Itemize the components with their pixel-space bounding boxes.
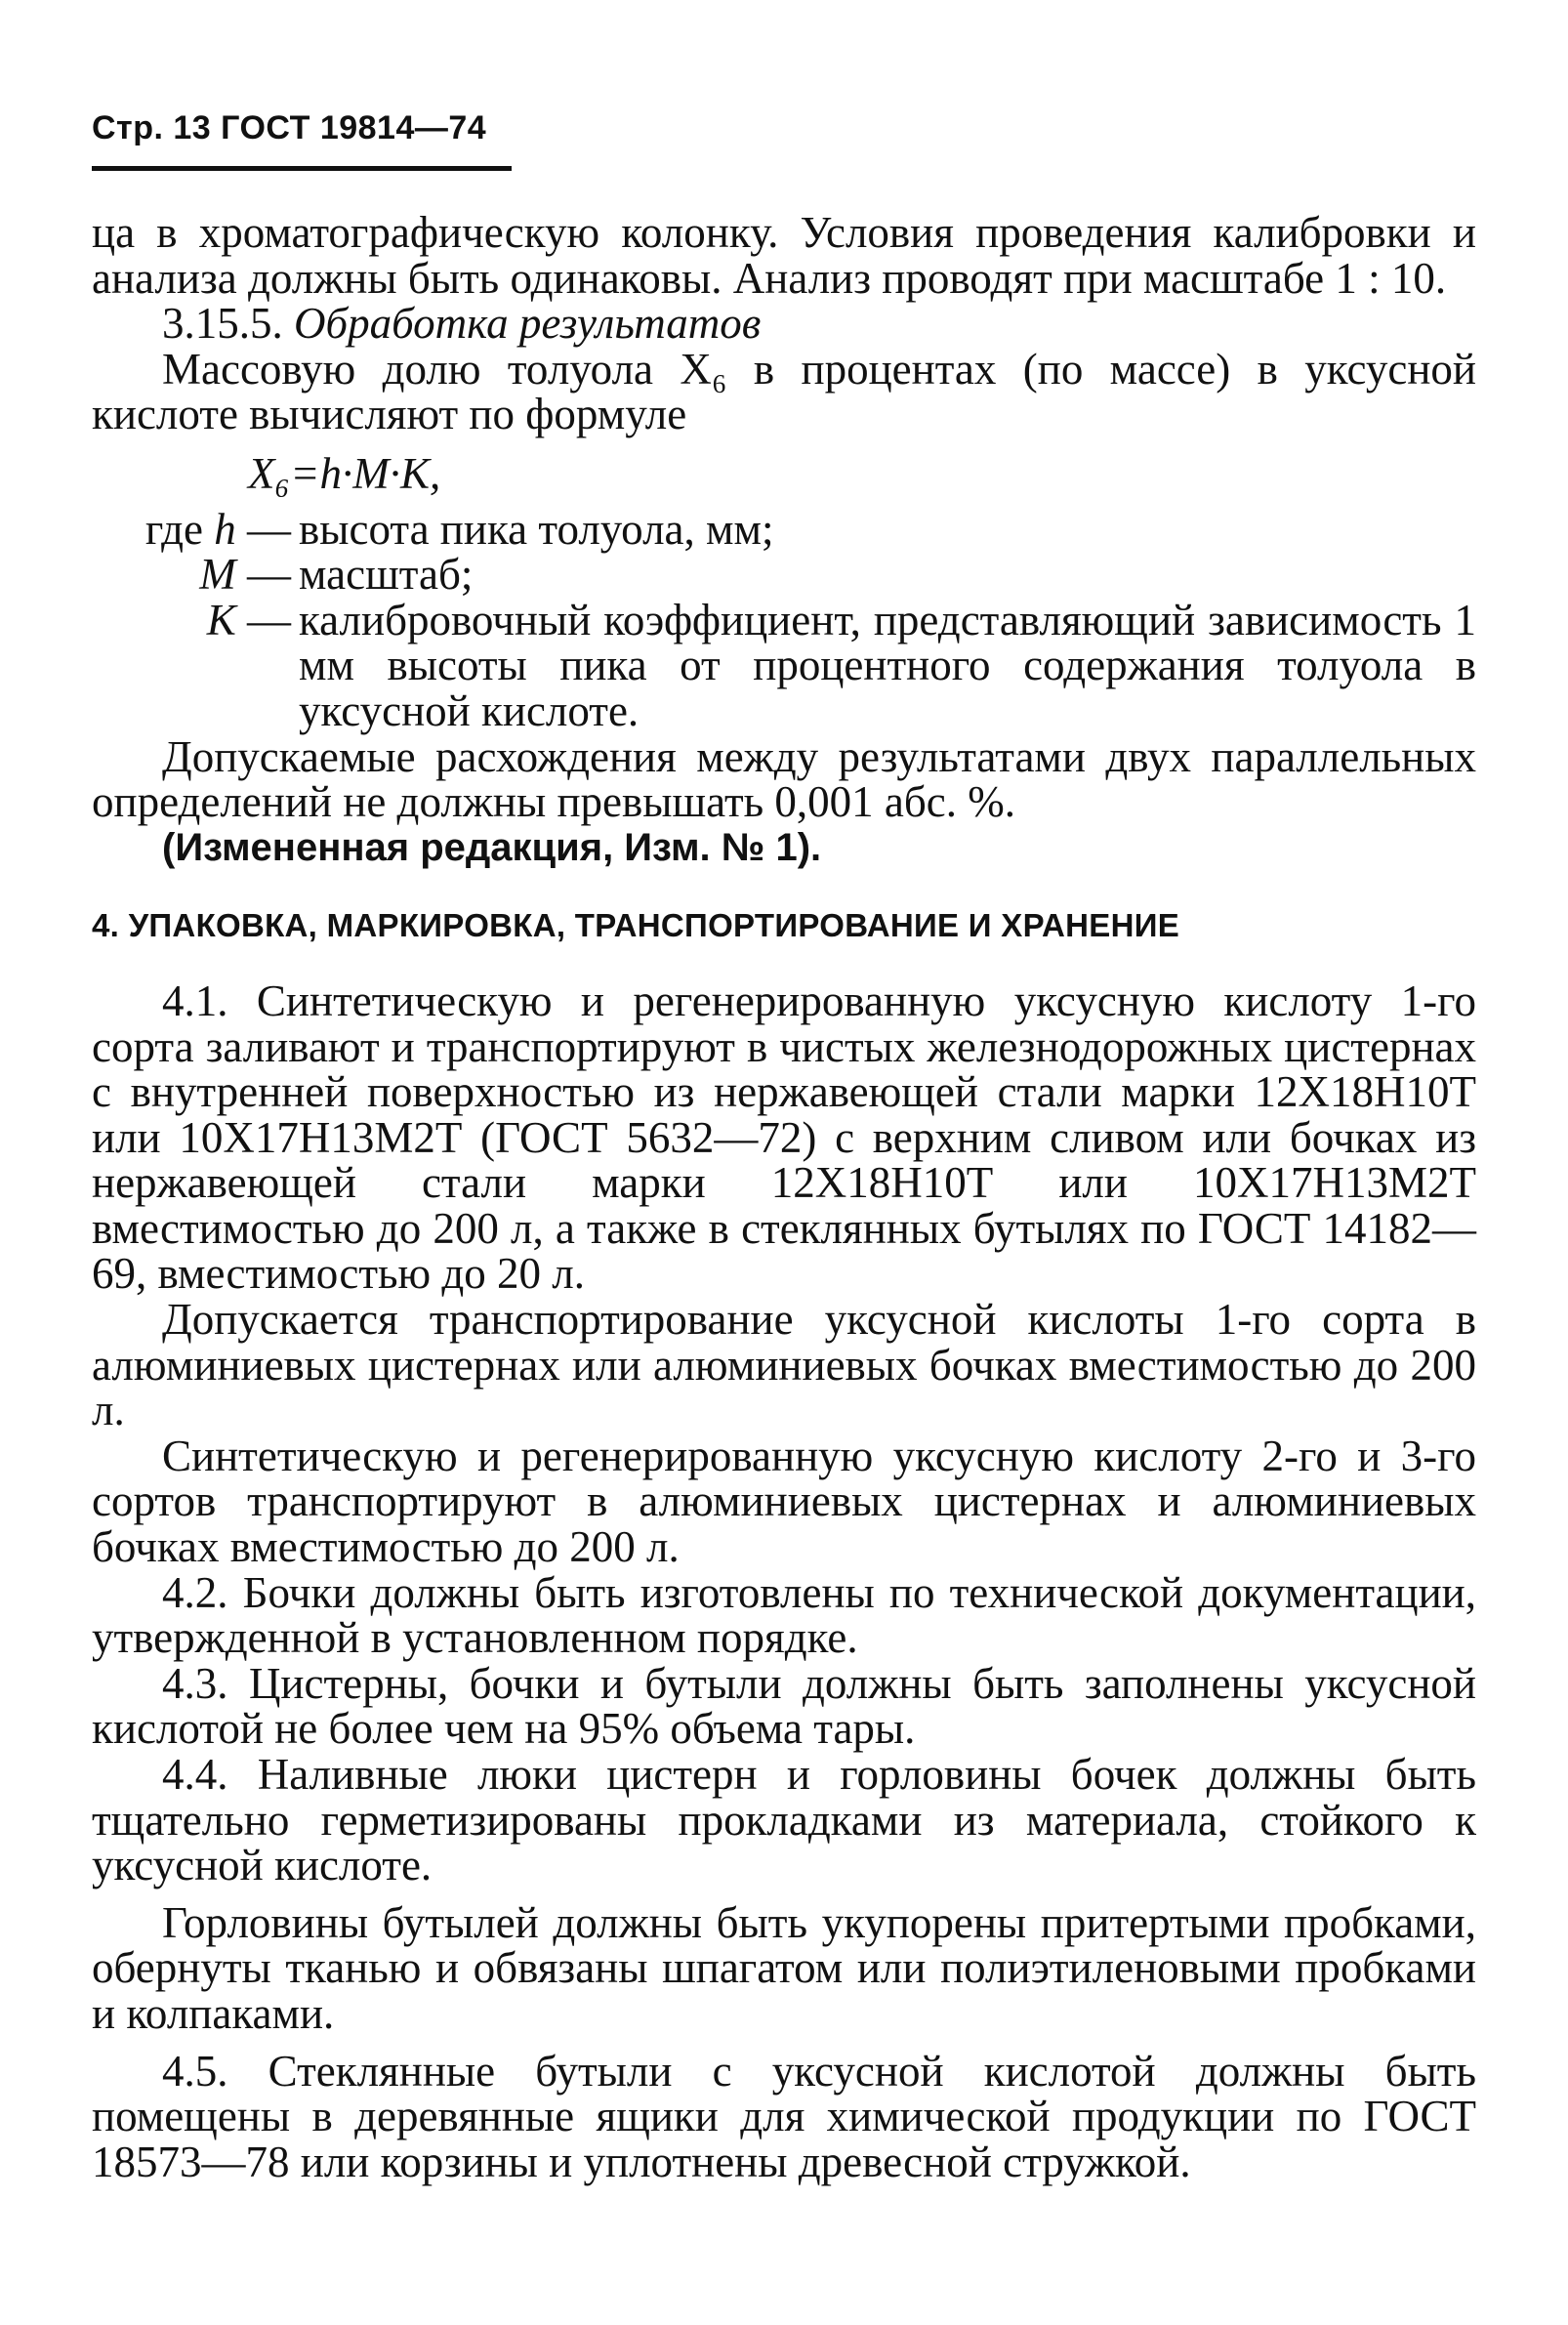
- section-4-title: 4. УПАКОВКА, МАРКИРОВКА, ТРАНСПОРТИРОВАНИЕ И ХРАНЕНИЕ: [92, 907, 1180, 944]
- clause-4-5: 4.5. Стеклянные бутыли с уксусной кислотой должны быть помещены в деревянные ящики для химической продукции по ГОСТ 18573—78 или корзины и уплотнены древесной стружкой.: [92, 2046, 1476, 2186]
- definition-h: [92, 504, 1476, 554]
- clause-4-2: 4.2. Бочки должны быть изготовлены по технической документации, утвержденной в установленном порядке.: [92, 1567, 1476, 1663]
- definition-text: высота пика толуола, мм;: [299, 504, 774, 554]
- amendment-note: (Измененная редакция, Изм. № 1).: [162, 825, 822, 869]
- paragraph-continuation: ца в хроматографическую колонку. Условия проведения калибровки и анализа должны быть одинаковы. Анализ проводят при масштабе 1 : 10.: [92, 208, 1476, 303]
- clause-4-4-para-2: Горловины бутылей должны быть укупорены притертыми пробками, обернуты тканью и обвязаны шпагатом или полиэтиленовыми пробками и колпаками.: [92, 1897, 1476, 2038]
- formula: X₆=h·M·K,: [248, 448, 441, 498]
- definition-k: [92, 595, 1476, 735]
- document-body: [92, 210, 1476, 2184]
- clause-4-3: 4.3. Цистерны, бочки и бутыли должны быть заполнены уксусной кислотой не более чем на 95% объема тары.: [92, 1658, 1476, 1754]
- definition-text: калибровочный коэффициент, представляющий зависимость 1 мм высоты пика от процентного содержания толуола в уксусной кислоте.: [299, 595, 1476, 735]
- subsection-title: Обработка результатов: [294, 299, 762, 349]
- subsection-3-15-5-heading: [92, 301, 1476, 347]
- definition-dash: —: [235, 550, 291, 600]
- page-header: Стр. 13 ГОСТ 19814—74: [92, 109, 487, 146]
- header-rule: [92, 166, 512, 171]
- definition-m: [92, 552, 1476, 598]
- definition-dash: —: [235, 595, 291, 644]
- where-word: где: [144, 504, 203, 554]
- definition-dash: —: [235, 504, 291, 554]
- subsection-number: 3.15.5.: [162, 299, 294, 349]
- definition-symbol: M: [199, 550, 236, 600]
- definition-symbol: K: [206, 595, 236, 644]
- clause-4-1-para-2: Допускается транспортирование уксусной кислоты 1-го сорта в алюминиевых цистернах или алюминиевых бочках вместимостью до 200 л.: [92, 1295, 1476, 1435]
- tolerance-paragraph: Допускаемые расхождения между результатами двух параллельных определений не должны превышать 0,001 абс. %.: [92, 731, 1476, 827]
- formula-definitions: [92, 504, 1476, 735]
- clause-4-4: 4.4. Наливные люки цистерн и горловины бочек должны быть тщательно герметизированы прокладками из материала, стойкого к уксусной кислоте.: [92, 1750, 1476, 1890]
- clause-4-1: 4.1. Синтетическую и регенерированную уксусную кислоту 1-го сорта заливают и транспортируют в чистых железнодорожных цистернах с внутренней поверхностью из нержавеющей стали марки 12Х18Н10Т или 10Х17Н13М2Т (ГОСТ 5632—72) с верхним сливом или бочках из нержавеющей стали марки 12Х18Н10Т или 10Х17Н13М2Т вместимостью до 200 л, а также в стеклянных бутылях по ГОСТ 14182—69, вместимостью до 20 л.: [92, 976, 1476, 1299]
- definition-text: масштаб;: [299, 550, 474, 600]
- definition-symbol: h: [214, 504, 236, 554]
- formula-intro: Массовую долю толуола X₆ в процентах (по массе) в уксусной кислоте вычисляют по формуле: [92, 344, 1476, 439]
- clause-4-1-para-3: Синтетическую и регенерированную уксусную кислоту 2-го и 3-го сортов транспортируют в алюминиевых цистернах и алюминиевых бочках вместимостью до 200 л.: [92, 1431, 1476, 1572]
